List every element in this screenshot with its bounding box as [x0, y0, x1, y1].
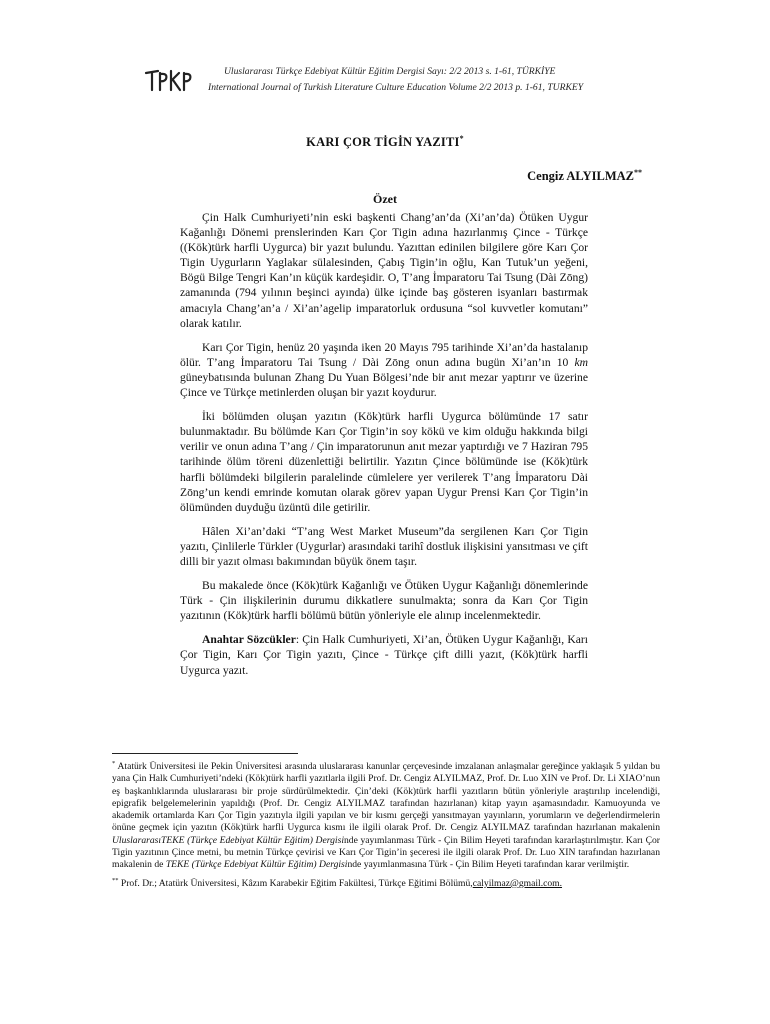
- footnote-1-text-c: nde yayımlanmasına Türk - Çin Bilim Heyeti tarafından karar verilmiştir.: [347, 859, 630, 871]
- abstract-paragraph: Karı Çor Tigin, henüz 20 yaşında iken 20 Mayıs 795 tarihinde Xi’an’da hastalanıp ölür. T’ang İmparatoru Tai Tsung / Dài Zōng onun adına bugün Xi’an’ın 10 km güneybatısında bulunan Zhang Du Yuan Bölgesi’nde bir anıt mezar yaptırır ve üzerine Çince ve Türkçe metinlerden oluşan bir yazıt koydurur.: [180, 340, 588, 400]
- abstract-paragraph: İki bölümden oluşan yazıtın (Kök)türk harfli Uygurca bölümünde 17 satır bulunmaktadır. Bu bölümde Karı Çor Tigin’in soy kökü ve kim olduğu hakkında bilgi verilir ve onun adına T’ang / Çin imparatorunun anıt mezar yaptırdığı ve 7 Haziran 795 tarihinde ölüm töreni düzenlettiği belirtilir. Yazıtın Çince bölümünde ise (Kök)türk harfli bölümdeki bilgilerin paralelinde cümlelere yer verilerek T’ang İmparatoru Dài Zōng’un kendi emrinde komutan olarak görev yapan Uygur Prensi Karı Çor Tigin’in ölümünden duyduğu üzüntü dile getirilir.: [180, 410, 588, 514]
- abstract-paragraph: Bu makalede önce (Kök)türk Kağanlığı ve Ötüken Uygur Kağanlığı dönemlerinde Türk - Çin ilişkilerinin durumu dikkatlere sunulmakta; sonra da Karı Çor Tigin yazıtının (Kök)türk harfli bölümü bütün yönleriyle ele alınıp incelenmektedir.: [180, 579, 588, 623]
- teke-logo: [144, 66, 194, 94]
- journal-header-turkish: Uluslararası Türkçe Edebiyat Kültür Eğitim Dergisi Sayı: 2/2 2013 s. 1-61, TÜRKİYE: [224, 66, 556, 77]
- footnote-1-text-b: nde yayımlanması Türk - Çin Bilim Heyeti tarafından kararlaştırılmıştır. Karı Çor Tigin yazıtının Çince metni, bu metnin Türkçe çevirisi ve Karı Çor Tigin’in şeceresi ile ilgili olarak Prof. Dr. Luo XIN tarafından hazırlanan makalenin de: [112, 834, 660, 871]
- footnote-2-mark: **: [112, 876, 119, 884]
- footnotes: [112, 758, 660, 893]
- author-footnote-mark: **: [634, 168, 642, 177]
- unit-km: km: [574, 355, 588, 369]
- article-title: [0, 134, 770, 150]
- article-title-text: KARI ÇOR TİGİN YAZITI: [306, 135, 460, 149]
- footnote-1-text-a: Atatürk Üniversitesi ile Pekin Üniversitesi arasında uluslararası kanunlar çerçevesinde imzalanan anlaşmalar gereğince yaklaşık 5 yıldan bu yana Çin Halk Cumhuriyeti’ndeki (Kök)türk harfli yazıtlarla ilgili Prof. Dr. Cengiz ALYILMAZ, Prof. Dr. Luo XIN ve Prof. Dr. Li XIAO’nun eş başkanlıklarında uluslararası bir proje sürdürülmektedir. Çin’deki (Kök)türk harfli yazıtların bütün yönleriyle araştırılıp incelendiği, epigrafik belgelemelerinin yapıldığı (Prof. Dr. Cengiz ALYILMAZ tarafından hazırlanan) kitap yayın aşamasındadır. Kamuoyunda ve akademik ortamlarda Karı Çor Tigin yazıtıyla ilgili yapılan ve bir kısmı gerçeği yansıtmayan yayınların, yorumların ve değerlendirmelerin önüne geçmek için yazıtın (Kök)türk harfli Uygurca kısmı ile ilgili olarak Prof. Dr. Cengiz ALYILMAZ tarafından hazırlanan makalenin: [112, 761, 660, 834]
- footnote-1-journal-b: TEKE (Türkçe Edebiyat Kültür Eğitim) Dergisi: [165, 859, 348, 871]
- journal-header-english: International Journal of Turkish Literature Culture Education Volume 2/2 2013 p. 1-61, TURKEY: [208, 82, 584, 93]
- footnote-2-text: Prof. Dr.; Atatürk Üniversitesi, Kâzım Karabekir Eğitim Fakültesi, Türkçe Eğitimi Bölümü,: [120, 877, 473, 889]
- footnote-1: [112, 758, 660, 872]
- footnote-1-mark: *: [112, 760, 116, 767]
- keywords-paragraph: [180, 632, 588, 677]
- abstract-paragraph: Hâlen Xi’an’daki “T’ang West Market Museum”da sergilenen Karı Çor Tigin yazıtı, Çinlilerle Türkler (Uygurlar) arasındaki tarihî dostluk ilişkisini yansıtması ve çift dilli bir yazıt olması bakımından büyük önem taşır.: [180, 524, 588, 568]
- journal-header: [208, 64, 648, 96]
- title-footnote-mark: *: [459, 134, 464, 143]
- footnote-1-journal-a: UluslararasıTEKE (Türkçe Edebiyat Kültür Eğitim) Dergisi: [112, 834, 344, 846]
- abstract-heading: Özet: [373, 192, 397, 206]
- keywords-text: : Çin Halk Cumhuriyeti, Xi’an, Ötüken Uygur Kağanlığı, Karı Çor Tigin, Karı Çor Tigin yazıtı, Çince - Türkçe çift dilli yazıt, (Kök)türk harfli Uygurca yazıt.: [180, 633, 588, 677]
- footnote-separator: [112, 753, 298, 754]
- author-name: [527, 168, 642, 184]
- abstract-paragraph: Çin Halk Cumhuriyeti’nin eski başkenti Chang’an’da (Xi’an’da) Ötüken Uygur Kağanlığı Dönemi prenslerinden Karı Çor Tigin adına hazırlanmış Çince - Türkçe ((Kök)türk harfli Uygurca) bir yazıt bulundu. Yazıttan edinilen bilgilere göre Karı Çor Tigin Uygurların Yaglakar sülalesinden, Çabış Tigin’in oğlu, Kan Tutuk’un yeğeni, Bögü Bilge Tengri Kan’ın küçük kardeşidir. O, T’ang İmparatoru Tai Tsung (Dài Zōng) zamanında (794 yılının beşinci ayında) ülke içinde baş gösteren isyanları bastırmak amacıyla Chang’an’a / Xi’an’agelip imparatorluk ordusuna “sol kuvvetler komutanı” olarak katılır.: [180, 211, 588, 330]
- author-name-text: Cengiz ALYILMAZ: [527, 169, 634, 183]
- footnote-2: [112, 875, 660, 890]
- abstract-body: [180, 210, 588, 687]
- author-email-link[interactable]: calyilmaz@gmail.com.: [472, 877, 563, 889]
- keywords-label: Anahtar Sözcükler: [202, 633, 296, 647]
